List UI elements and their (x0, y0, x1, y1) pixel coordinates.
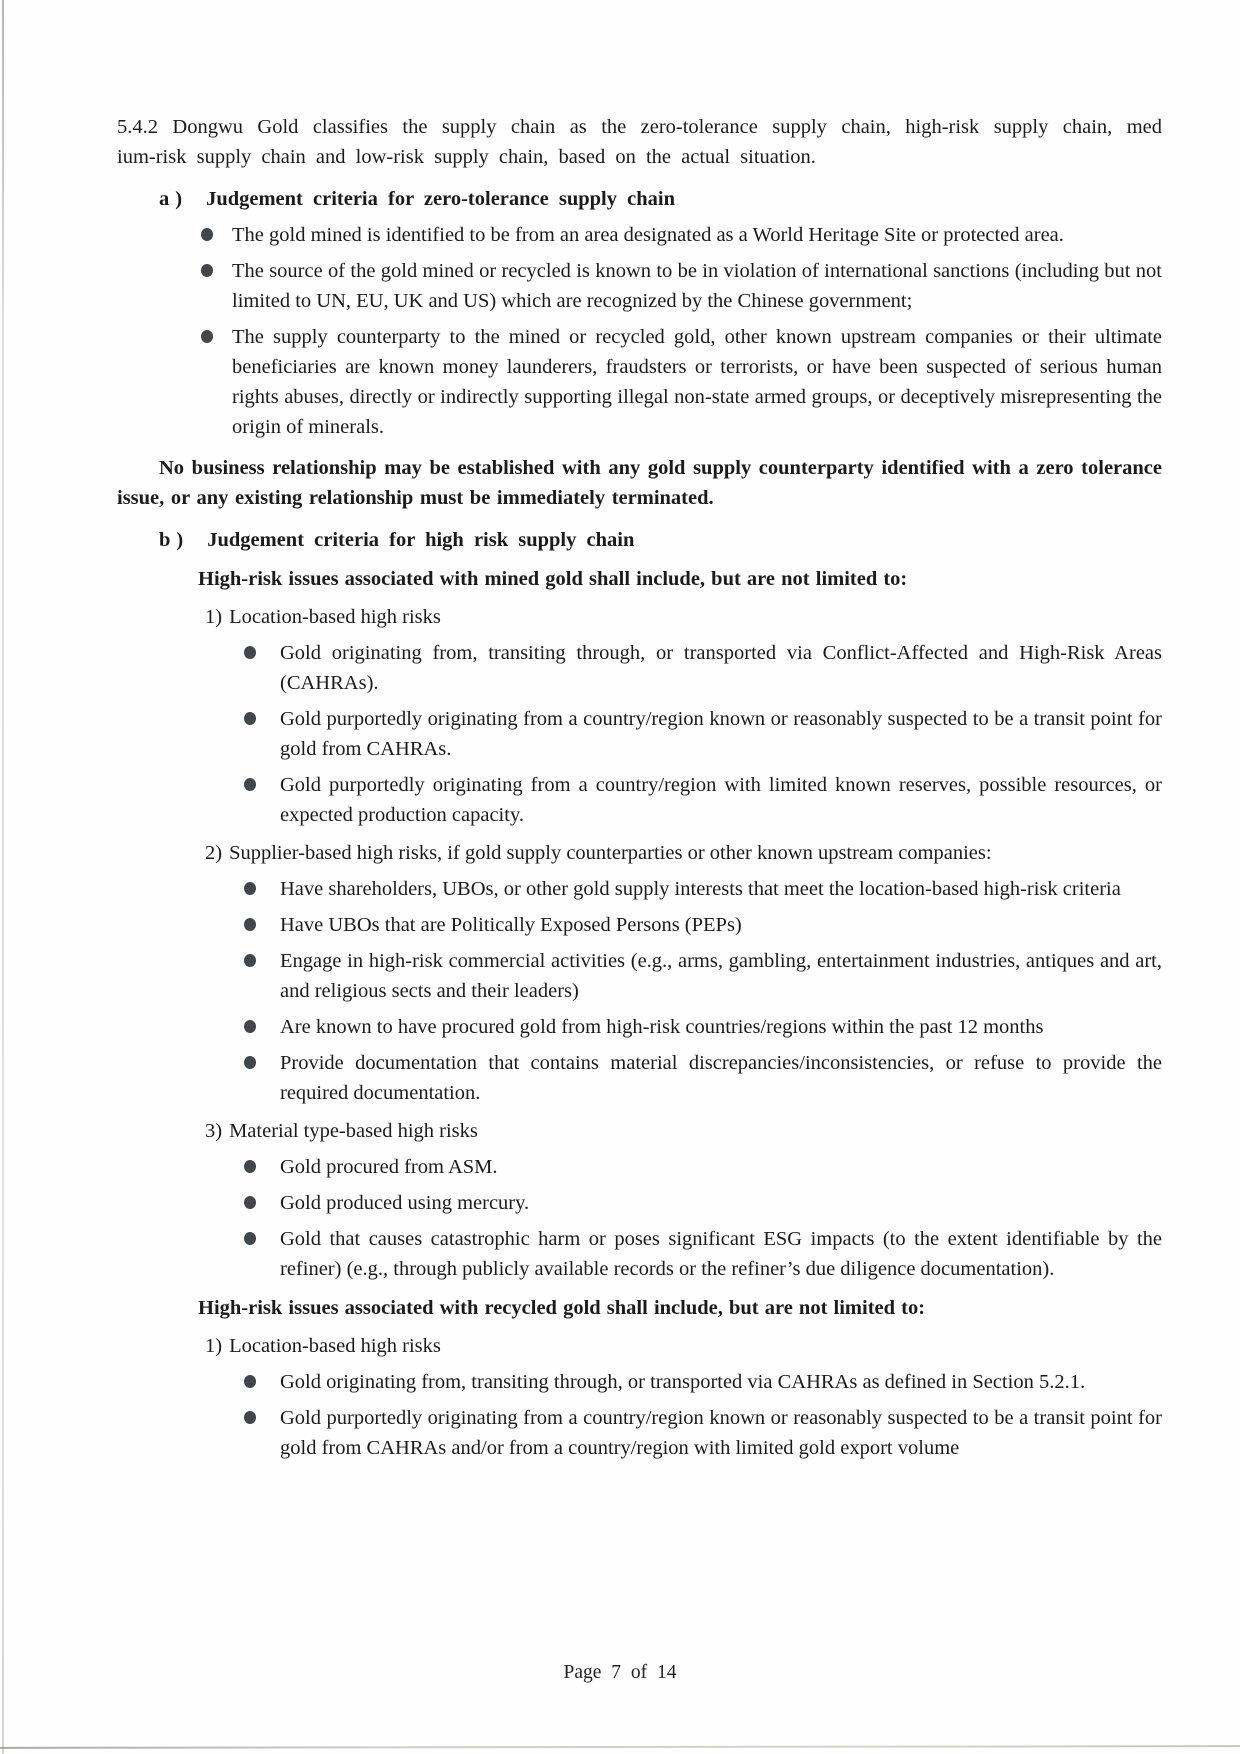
group-title: Location-based high risks (229, 1335, 441, 1357)
bullet-item (117, 1367, 1162, 1397)
bullet-text: Engage in high-risk commercial activities (e.g., arms, gambling, entertainment industries, antiques and art, and religious sects and their leaders) (280, 950, 1162, 1002)
bullet-icon (244, 646, 256, 659)
bullet-item (117, 1188, 1162, 1218)
bullet-text: Provide documentation that contains material discrepancies/inconsistencies, or refuse to provide the required documentation. (280, 1052, 1162, 1104)
scan-bottom-line-artifact (0, 1745, 1240, 1749)
group-title: Material type-based high risks (229, 1120, 478, 1142)
section-b-title: Judgement criteria for high risk supply chain (207, 529, 635, 551)
paragraph-542 (117, 112, 1162, 172)
bullet-icon (244, 882, 256, 895)
section-b-label: b) (159, 529, 190, 551)
bullet-icon (244, 1056, 256, 1069)
mined-gold-heading: High-risk issues associated with mined gold shall include, but are not limited to: (198, 568, 908, 590)
bullet-icon (244, 954, 256, 967)
group-label-location-recycled (117, 1331, 1162, 1361)
page-number-footer: Page 7 of 14 (563, 1662, 677, 1683)
bullet-text: Gold originating from, transiting through, or transported via CAHRAs as defined in Section 5.2.1. (280, 1371, 1086, 1393)
bullet-item (117, 322, 1162, 442)
recycled-gold-heading: High-risk issues associated with recycled gold shall include, but are not limited to: (198, 1297, 926, 1319)
bullet-icon (244, 1232, 256, 1245)
group-number: 1) (205, 606, 223, 628)
bullet-item (117, 220, 1162, 250)
bullet-text: Are known to have procured gold from high-risk countries/regions within the past 12 months (280, 1016, 1044, 1038)
group-title: Location-based high risks (229, 606, 441, 628)
group-number: 3) (205, 1120, 223, 1142)
bullet-icon (244, 778, 256, 791)
bullet-icon (201, 330, 213, 343)
bullet-text: Have shareholders, UBOs, or other gold supply interests that meet the location-based high-risk criteria (280, 878, 1121, 900)
bullet-icon (244, 1196, 256, 1209)
bullet-item (117, 1012, 1162, 1042)
bullet-item (117, 704, 1162, 764)
paragraph-542-line1: 5.4.2 Dongwu Gold classifies the supply chain as the zero-tolerance supply chain, high-risk supply chain, med (117, 116, 1162, 138)
bullet-item (117, 770, 1162, 830)
bullet-icon (244, 1020, 256, 1033)
bullet-text: The source of the gold mined or recycled is known to be in violation of international sanctions (including but not limited to UN, EU, UK and US) which are recognized by the Chinese government; (232, 260, 1162, 312)
section-a-label: a) (159, 188, 189, 210)
bullet-item (117, 1152, 1162, 1182)
bullet-text: Gold originating from, transiting through, or transported via Conflict-Affected and High-Risk Areas (CAHRAs). (280, 642, 1162, 694)
bullet-icon (201, 264, 213, 277)
bullet-text: Gold purportedly originating from a country/region known or reasonably suspected to be a transit point for gold from CAHRAs. (280, 708, 1162, 760)
bullet-icon (244, 918, 256, 931)
bullet-text: Gold purportedly originating from a country/region known or reasonably suspected to be a transit point for gold from CAHRAs and/or from a country/region with limited gold export volume (280, 1407, 1162, 1459)
bullet-item (117, 256, 1162, 316)
bullet-icon (201, 228, 213, 241)
section-a-heading (117, 184, 1162, 214)
bullet-item (117, 1224, 1162, 1284)
bullet-text: Gold produced using mercury. (280, 1192, 530, 1214)
bullet-text: Gold procured from ASM. (280, 1156, 498, 1178)
scan-edge-artifact (2, 0, 4, 1754)
bullet-icon (244, 1411, 256, 1424)
section-a-title: Judgement criteria for zero-tolerance supply chain (206, 188, 675, 210)
zero-tolerance-note: No business relationship may be established with any gold supply counterparty identified with a zero tolerance issue, or any existing relationship must be immediately terminated. (117, 457, 1162, 509)
bullet-icon (244, 1375, 256, 1388)
bullet-text: Gold purportedly originating from a country/region with limited known reserves, possible resources, or expected production capacity. (280, 774, 1162, 826)
group-label-material-mined (117, 1116, 1162, 1146)
bullet-text: Have UBOs that are Politically Exposed Persons (PEPs) (280, 914, 742, 936)
paragraph-542-line2: ium-risk supply chain and low-risk supply chain, based on the actual situation. (117, 146, 816, 168)
group-title: Supplier-based high risks, if gold supply counterparties or other known upstream companies: (229, 842, 992, 864)
group-number: 2) (205, 842, 223, 864)
group-label-supplier-mined (117, 838, 1162, 868)
bullet-text: The supply counterparty to the mined or recycled gold, other known upstream companies or their ultimate beneficiaries are known money launderers, fraudsters or terrorists, or have been suspected of serious human rights abuses, directly or indirectly supporting illegal non-state armed groups, or deceptively misrepresenting the origin of minerals. (232, 326, 1162, 438)
bullet-item (117, 910, 1162, 940)
bullet-item (117, 946, 1162, 1006)
group-number: 1) (205, 1335, 223, 1357)
bullet-item (117, 1403, 1162, 1463)
bullet-item (117, 874, 1162, 904)
section-b-heading (117, 525, 1162, 555)
bullet-icon (244, 1160, 256, 1173)
bullet-text: Gold that causes catastrophic harm or poses significant ESG impacts (to the extent identifiable by the refiner) (e.g., through publicly available records or the refiner’s due diligence documentation). (280, 1228, 1162, 1280)
group-label-location-mined (117, 602, 1162, 632)
bullet-text: The gold mined is identified to be from an area designated as a World Heritage Site or protected area. (232, 224, 1064, 246)
bullet-item (117, 638, 1162, 698)
bullet-icon (244, 712, 256, 725)
bullet-item (117, 1048, 1162, 1108)
document-body (117, 112, 1162, 1463)
